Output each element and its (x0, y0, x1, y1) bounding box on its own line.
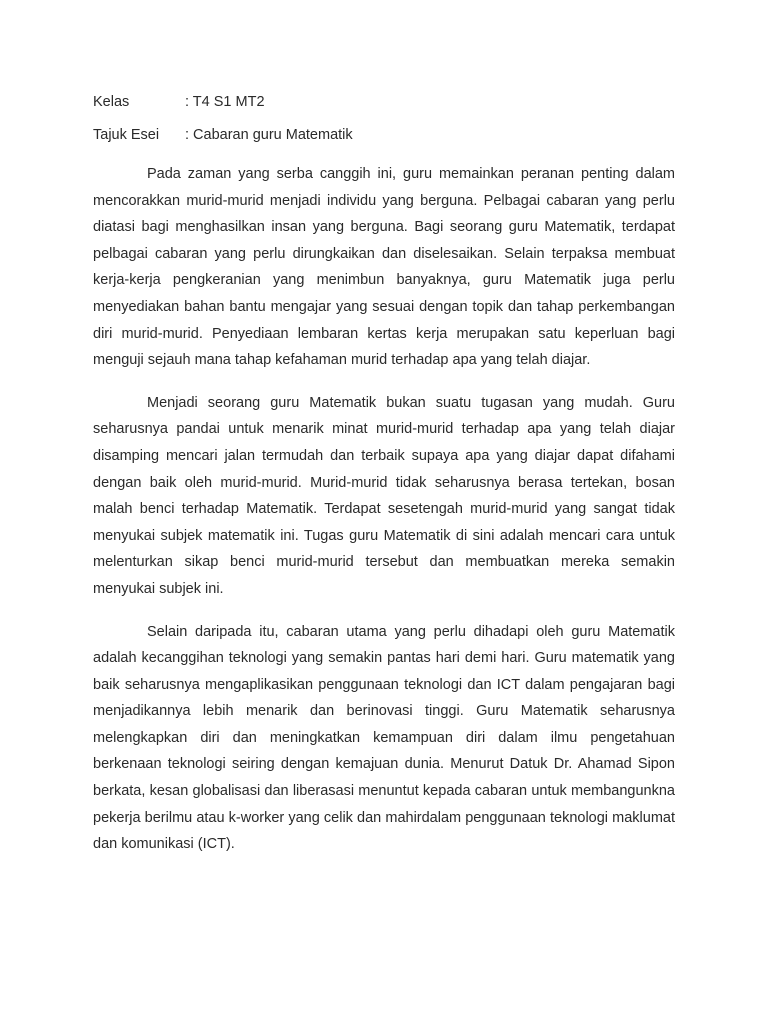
essay-paragraph-1: Pada zaman yang serba canggih ini, guru memainkan peranan penting dalam mencorakkan murid-murid menjadi individu yang berguna. Pelbagai cabaran yang perlu diatasi bagi menghasilkan insan yang berguna. Bagi seorang guru Matematik, terdapat pelbagai cabaran yang perlu dirungkaikan dan diselesaikan. Selain terpaksa membuat kerja-kerja pengkeranian yang menimbun banyaknya, guru Matematik juga perlu menyediakan bahan bantu mengajar yang sesuai dengan topik dan tahap perkembangan diri murid-murid. Penyediaan lembaran kertas kerja merupakan satu keperluan bagi menguji sejauh mana tahap kefahaman murid terhadap apa yang telah diajar. (93, 166, 675, 369)
kelas-label: Kelas (93, 94, 130, 110)
tajuk-esei-value: : Cabaran guru Matematik (185, 127, 353, 143)
kelas-row (93, 93, 265, 111)
essay-body (93, 161, 675, 874)
essay-paragraph-3: Selain daripada itu, cabaran utama yang perlu dihadapi oleh guru Matematik adalah kecanggihan teknologi yang semakin pantas hari demi hari. Guru matematik yang baik seharusnya mengaplikasikan penggunaan teknologi dan ICT dalam pengajaran bagi menjadikannya lebih menarik dan berinovasi tinggi. Guru Matematik seharusnya melengkapkan diri dan meningkatkan kemampuan diri dalam ilmu pengetahuan berkenaan teknologi seiring dengan kemajuan dunia. Menurut Datuk Dr. Ahamad Sipon berkata, kesan globalisasi dan liberasasi menuntut kepada cabaran untuk membangunkna pekerja berilmu atau k-worker yang celik dan mahirdalam penggunaan teknologi maklumat dan komunikasi (ICT). (93, 623, 675, 853)
kelas-value: : T4 S1 MT2 (185, 94, 265, 110)
tajuk-esei-label: Tajuk Esei (93, 127, 160, 143)
essay-paragraph-2: Menjadi seorang guru Matematik bukan suatu tugasan yang mudah. Guru seharusnya pandai untuk menarik minat murid-murid terhadap apa yang telah diajar disamping mencari jalan termudah dan terbaik supaya apa yang diajar dapat difahami dengan baik oleh murid-murid. Murid-murid tidak seharusnya berasa tertekan, bosan malah benci terhadap Matematik. Terdapat sesetengah murid-murid yang sangat tidak menyukai subjek matematik ini. Tugas guru Matematik di sini adalah mencari cara untuk melenturkan sikap benci murid-murid tersebut dan membuatkan mereka semakin menyukai subjek ini. (93, 394, 675, 597)
tajuk-esei-row (93, 126, 353, 144)
